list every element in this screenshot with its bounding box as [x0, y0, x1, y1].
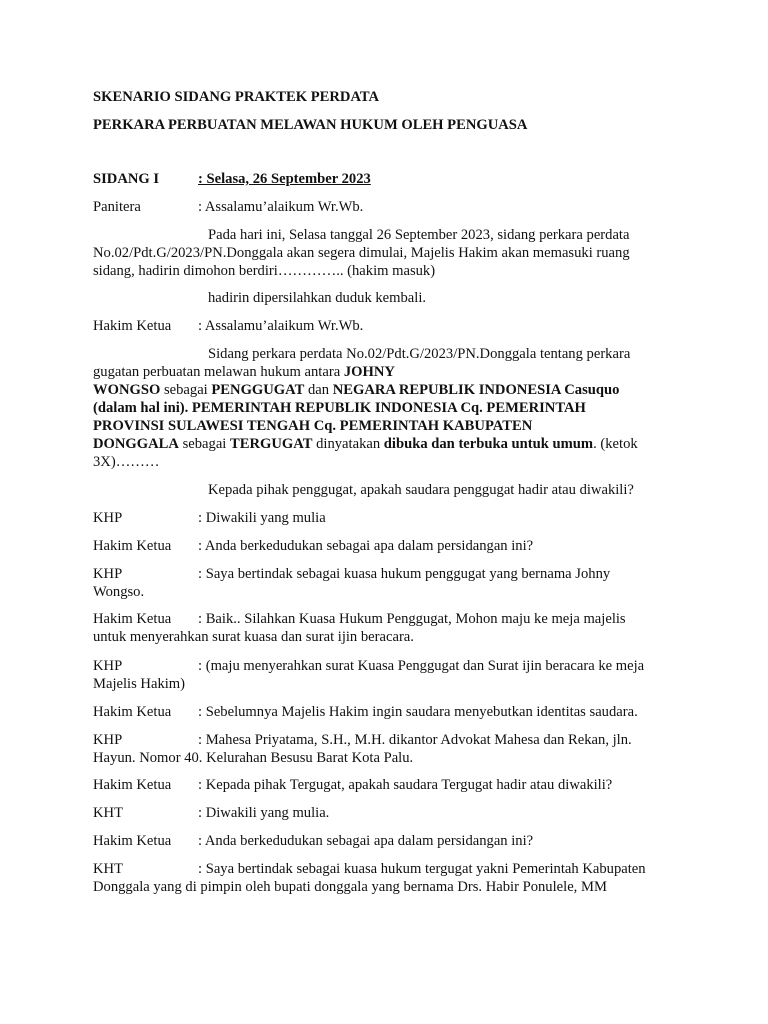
dialogue-line: KHP : (maju menyerahkan surat Kuasa Penggugat dan Surat ijin beracara ke meja Majelis Hakim): [93, 658, 645, 692]
dialogue-line: Hakim Ketua : Anda berkedudukan sebagai apa dalam persidangan ini?: [93, 833, 534, 849]
speaker-label: Panitera: [93, 199, 141, 215]
case-opening-paragraph: Sidang perkara perdata No.02/Pdt.G/2023/PN.Donggala tentang perkara gugatan perbuatan melawan hukum antara JOHNY WONGSO sebagai PENGGUGAT dan NEGARA REPUBLIK INDONESIA Casuquo (dalam hal ini). PEMERINTAH REPUBLIK INDONESIA Cq. PEMERINTAH PROVINSI SULAWESI TENGAH Cq. PEMERINTAH KABUPATEN DONGGALA sebagai TERGUGAT dinyatakan dibuka dan terbuka untuk umum. (ketok 3X)………: [93, 346, 638, 470]
dialogue-hakim-greeting: [93, 317, 683, 335]
session-date: : Selasa, 26 September 2023: [198, 171, 371, 187]
dialogue-line: Hakim Ketua : Kepada pihak Tergugat, apakah saudara Tergugat hadir atau diwakili?: [93, 777, 613, 793]
document-title: SKENARIO SIDANG PRAKTEK PERDATA: [93, 89, 380, 105]
dialogue-line: KHT : Diwakili yang mulia.: [93, 805, 330, 821]
plaintiff-question: Kepada pihak penggugat, apakah saudara penggugat hadir atau diwakili?: [208, 482, 634, 498]
dialogue-line: Hakim Ketua : Baik.. Silahkan Kuasa Hukum Penggugat, Mohon maju ke meja majelis untuk menyerahkan surat kuasa dan surat ijin beracara.: [93, 611, 626, 645]
session-label: SIDANG I: [93, 171, 160, 187]
dialogue-panitera: [93, 198, 683, 216]
document-subtitle: PERKARA PERBUATAN MELAWAN HUKUM OLEH PENGUASA: [93, 117, 528, 133]
dialogue-line: Hakim Ketua : Anda berkedudukan sebagai apa dalam persidangan ini?: [93, 538, 534, 554]
dialogue-text: : Assalamu’alaikum Wr.Wb.: [198, 199, 364, 215]
speaker-label: Hakim Ketua: [93, 318, 172, 334]
dialogue-line: KHP : Saya bertindak sebagai kuasa hukum penggugat yang bernama Johny Wongso.: [93, 566, 611, 600]
dialogue-text: : Assalamu’alaikum Wr.Wb.: [198, 318, 364, 334]
dialogue-line: KHP : Diwakili yang mulia: [93, 510, 326, 526]
seated-paragraph: hadirin dipersilahkan duduk kembali.: [208, 290, 427, 306]
dialogue-line: KHP : Mahesa Priyatama, S.H., M.H. dikantor Advokat Mahesa dan Rekan, jln. Hayun. Nomor 40. Kelurahan Besusu Barat Kota Palu.: [93, 732, 632, 766]
dialogue-line: KHT : Saya bertindak sebagai kuasa hukum tergugat yakni Pemerintah Kabupaten Donggala yang di pimpin oleh bupati donggala yang bernama Drs. Habir Ponulele, MM: [93, 861, 646, 895]
session-heading: [93, 170, 683, 188]
opening-paragraph: Pada hari ini, Selasa tanggal 26 September 2023, sidang perkara perdata No.02/Pdt.G/2023/PN.Donggala akan segera dimulai, Majelis Hakim akan memasuki ruang sidang, hadirin dimohon berdiri………….. (hakim masuk): [93, 227, 630, 279]
dialogue-line: Hakim Ketua : Sebelumnya Majelis Hakim ingin saudara menyebutkan identitas saudara.: [93, 704, 638, 720]
